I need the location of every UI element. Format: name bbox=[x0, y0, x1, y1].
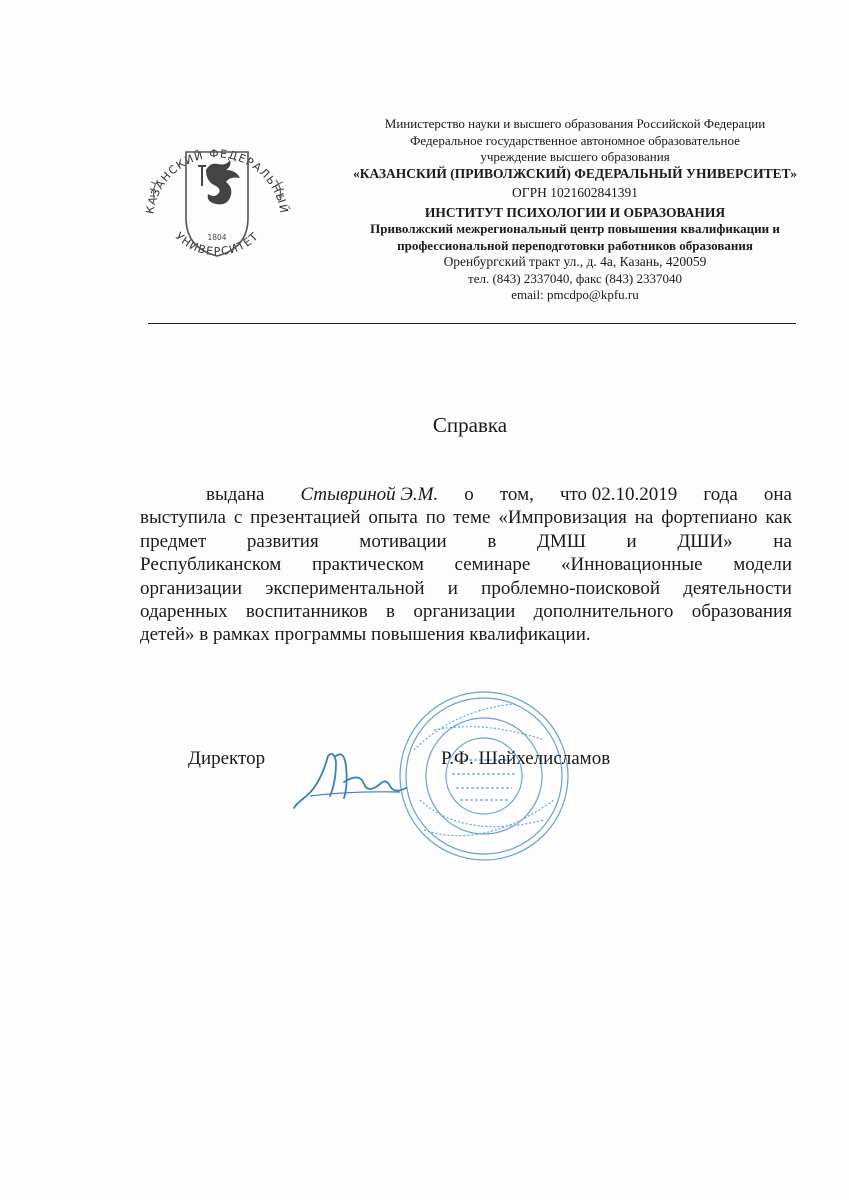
word: семинаре bbox=[454, 554, 531, 576]
body-line bbox=[140, 553, 792, 576]
word: Республиканском bbox=[140, 554, 282, 576]
director-name: Р.Ф. Шайхелисламов bbox=[441, 748, 611, 769]
body-line-1 bbox=[140, 483, 792, 506]
word: в bbox=[386, 601, 395, 623]
line1-word: о bbox=[464, 484, 474, 505]
word: и bbox=[447, 577, 458, 599]
word: и bbox=[626, 530, 637, 552]
word: опыта bbox=[368, 507, 418, 529]
phone-fax: тел. (843) 2337040, факс (843) 2337040 bbox=[468, 270, 682, 286]
body-line bbox=[140, 600, 792, 623]
handwritten-signature bbox=[290, 736, 410, 816]
word: по bbox=[425, 507, 446, 529]
word: как bbox=[765, 507, 792, 529]
word: на bbox=[634, 507, 654, 529]
word: в bbox=[487, 530, 497, 552]
emblem-arc-text: КАЗАНСКИЙ ФЕДЕРАЛЬНЫЙ bbox=[143, 147, 291, 215]
word: образования bbox=[691, 601, 792, 623]
word: дополнительного bbox=[533, 601, 674, 623]
word: развития bbox=[246, 530, 319, 552]
word: предмет bbox=[140, 530, 207, 552]
word: «Импровизация bbox=[498, 507, 627, 529]
word: экспериментальной bbox=[265, 577, 425, 599]
signatory-role: Директор bbox=[188, 748, 266, 769]
university-name: «КАЗАНСКИЙ (ПРИВОЛЖСКИЙ) ФЕДЕРАЛЬНЫЙ УНИВЕРСИТЕТ» bbox=[352, 165, 798, 181]
university-emblem bbox=[136, 110, 298, 272]
word: презентацией bbox=[250, 507, 361, 529]
body-line bbox=[140, 577, 792, 600]
word: организации bbox=[140, 577, 243, 599]
word: «Инновационные bbox=[561, 554, 703, 576]
issued-word: выдана bbox=[206, 484, 265, 505]
word: организации bbox=[413, 601, 516, 623]
word: практическом bbox=[311, 554, 424, 576]
body-line bbox=[140, 530, 792, 553]
word: одаренных bbox=[140, 601, 228, 623]
emblem-graphic bbox=[136, 110, 298, 272]
emblem-year: 1804 bbox=[207, 233, 227, 242]
institution-type-line: Федеральное государственное автономное образовательное bbox=[410, 132, 740, 148]
document-title: Справка bbox=[432, 413, 508, 437]
letterhead bbox=[330, 116, 820, 304]
header-divider bbox=[148, 323, 796, 324]
word: с bbox=[233, 507, 243, 529]
address: Оренбургский тракт ул., д. 4а, Казань, 420059 bbox=[443, 254, 707, 269]
email: email: pmcdpo@kpfu.ru bbox=[511, 287, 639, 302]
line1-word: что 02.10.2019 bbox=[559, 484, 678, 505]
word: модели bbox=[733, 554, 792, 576]
word: теме bbox=[453, 507, 491, 529]
official-stamp bbox=[394, 690, 574, 862]
center-name-line1: Приволжский межрегиональный центр повышения квалификации и bbox=[370, 221, 780, 236]
ministry-line: Министерство науки и высшего образования Российской Федерации bbox=[384, 116, 766, 131]
word: выступила bbox=[140, 507, 226, 529]
line1-word: она bbox=[763, 484, 792, 505]
word: воспитанников bbox=[245, 601, 368, 623]
line1-word: года bbox=[703, 484, 738, 505]
word: деятельности bbox=[683, 577, 792, 599]
word: проблемно-поисковой bbox=[481, 577, 660, 599]
line1-word: том, bbox=[499, 484, 534, 505]
word: на bbox=[773, 530, 792, 552]
word: мотивации bbox=[359, 530, 447, 552]
institution-type-line-2: учреждение высшего образования bbox=[480, 149, 670, 164]
body-line-last: детей» в рамках программы повышения квалификации. bbox=[140, 624, 591, 646]
ogrn: ОГРН 1021602841391 bbox=[512, 185, 638, 200]
word: ДШИ» bbox=[677, 530, 733, 552]
word: ДМШ bbox=[536, 530, 586, 552]
certificate-body bbox=[140, 483, 792, 647]
institute-name: ИНСТИТУТ ПСИХОЛОГИИ И ОБРАЗОВАНИЯ bbox=[424, 204, 726, 220]
emblem-arc-text-bottom: УНИВЕРСИТЕТ bbox=[172, 229, 262, 259]
body-line bbox=[140, 506, 792, 529]
recipient-name: Стывриной Э.М. bbox=[300, 484, 439, 505]
center-name-line2: профессиональной переподготовки работников образования bbox=[397, 237, 753, 253]
word: фортепиано bbox=[661, 507, 758, 529]
